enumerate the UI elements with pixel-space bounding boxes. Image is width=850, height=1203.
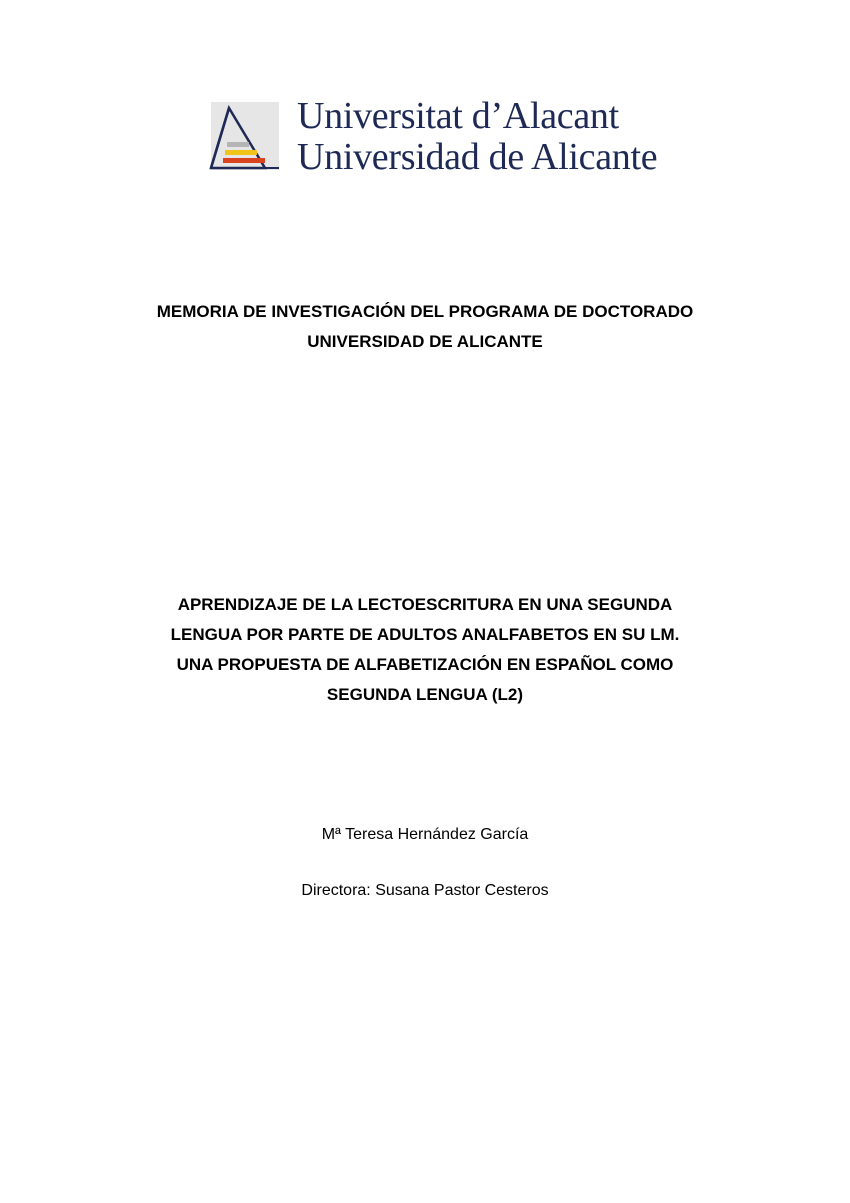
memoria-line: UNIVERSIDAD DE ALICANTE	[307, 332, 543, 351]
university-name	[297, 96, 657, 178]
university-name-valencian: Universitat d’Alacant	[297, 95, 619, 137]
university-name-spanish: Universidad de Alicante	[297, 136, 658, 178]
memoria-line: MEMORIA DE INVESTIGACIÓN DEL PROGRAMA DE DOCTORADO	[156, 302, 694, 321]
thesis-title-line: SEGUNDA LENGUA (L2)	[326, 685, 524, 704]
university-emblem-icon	[209, 100, 281, 172]
memoria-heading	[0, 297, 850, 357]
university-logo	[209, 95, 658, 180]
thesis-title	[0, 590, 850, 710]
thesis-title-line: LENGUA POR PARTE DE ADULTOS ANALFABETOS EN SU LM.	[170, 625, 680, 644]
director-name: Directora: Susana Pastor Cesteros	[301, 882, 549, 899]
thesis-title-line: UNA PROPUESTA DE ALFABETIZACIÓN EN ESPAÑOL COMO	[176, 655, 674, 674]
thesis-title-line: APRENDIZAJE DE LA LECTOESCRITURA EN UNA SEGUNDA	[177, 595, 673, 614]
author-name: Mª Teresa Hernández García	[321, 826, 529, 843]
